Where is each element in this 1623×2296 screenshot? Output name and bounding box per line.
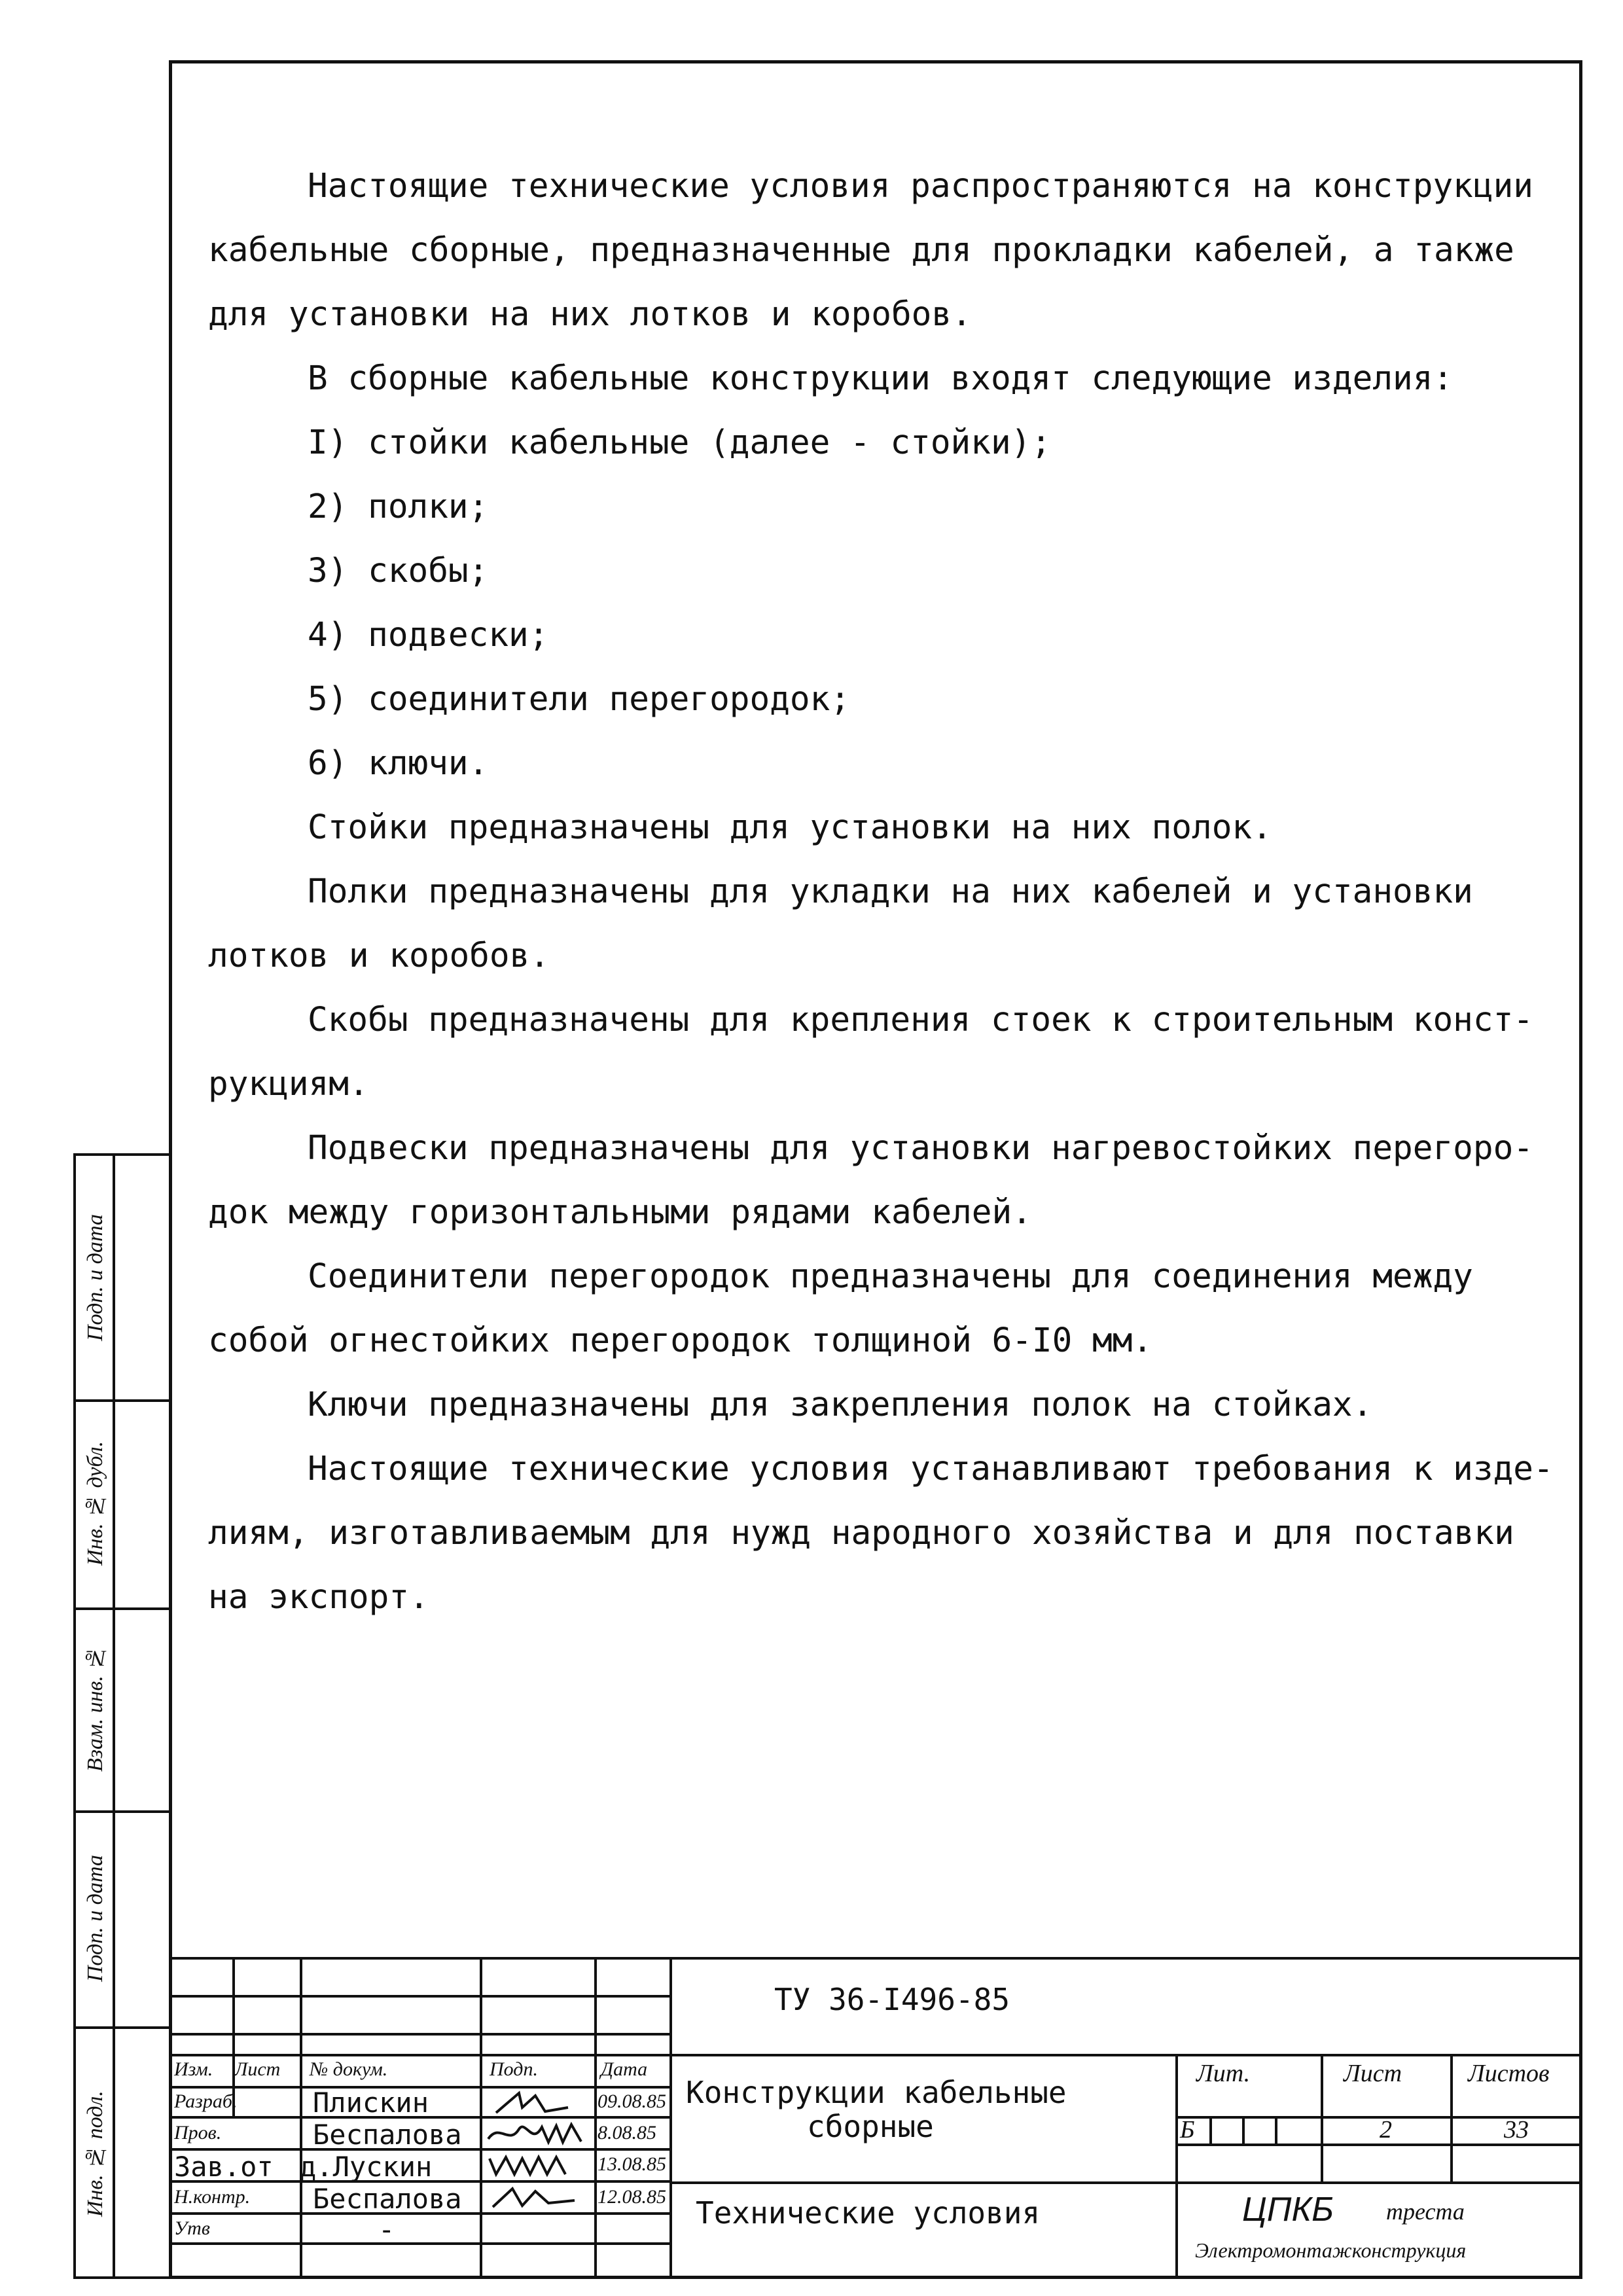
org-name: ЦПКБ [1242,2191,1334,2229]
text-line: Настоящие технические условия распространяются на конструкции [308,167,1533,206]
side-label: Подп. и дата [83,1214,107,1341]
date-razrab: 09.08.85 [597,2090,666,2112]
lit-header: Лит. [1196,2060,1251,2087]
list-item: 5) соединители перегородок; [308,680,851,719]
role-utv: Утв [174,2217,210,2239]
text-line: Стойки предназначены для установки на них полок. [308,808,1272,847]
signature-nkontr [483,2182,591,2212]
title-block [169,1957,1582,2279]
header-dokum: № докум. [310,2058,388,2080]
side-label: Взам. инв. № [83,1645,107,1772]
name-utv: - [378,2214,395,2246]
side-label: Инв. № дубл. [83,1441,107,1566]
signature-razrab [483,2088,591,2117]
date-prov: 8.08.85 [597,2122,656,2144]
text-line: лиям, изготавливаемым для нужд народного хозяйства и для поставки [208,1514,1514,1552]
name-nkontr: Беспалова [313,2183,462,2215]
role-zav: Зав.от [174,2151,274,2183]
name-razrab: Плискин [313,2087,429,2119]
sheets-value: 33 [1504,2116,1529,2144]
header-izm: Изм. [174,2058,213,2080]
doc-code: ТУ 36-I496-85 [774,1982,1010,2017]
header-list: Лист [234,2058,281,2080]
text-line: Настоящие технические условия устанавливают требования к изде- [308,1450,1554,1488]
text-line: док между горизонтальными рядами кабелей. [208,1193,1032,1232]
signature-zav [483,2151,591,2180]
role-razrab: Разраб. [174,2090,238,2112]
role-prov: Пров. [174,2122,222,2144]
date-nkontr: 12.08.85 [597,2186,666,2208]
side-strip [73,1153,169,2279]
text-line: Полки предназначены для укладки на них кабелей и установки [308,872,1473,911]
text-line: лотков и коробов. [208,937,550,975]
side-label: Инв. № подл. [83,2090,107,2217]
name-zav: д.Лускин [300,2151,433,2183]
role-nkontr: Н.контр. [174,2186,251,2208]
text-line: Ключи предназначены для закрепления полок на стойках. [308,1386,1373,1424]
text-line: на экспорт. [208,1578,429,1617]
text-line: собой огнестойких перегородок толщиной 6-I0 мм. [208,1321,1153,1360]
signature-prov [483,2119,591,2149]
product-title-line-1: Конструкции кабельные [686,2075,1067,2110]
text-line: Скобы предназначены для крепления стоек к строительным конст- [308,1001,1533,1039]
org-trust: Электромонтажконструкция [1195,2238,1467,2262]
name-prov: Беспалова [313,2119,462,2151]
side-label: Подп. и дата [83,1855,107,1982]
text-line: Подвески предназначены для установки нагревостойких перегоро- [308,1129,1533,1168]
header-podp: Подп. [490,2058,538,2080]
date-zav: 13.08.85 [597,2153,666,2175]
text-line: Соединители перегородок предназначены для соединения между [308,1257,1473,1296]
text-line: В сборные кабельные конструкции входят следующие изделия: [308,359,1454,398]
list-item: I) стойки кабельные (далее - стойки); [308,423,1052,462]
org-suffix: треста [1386,2198,1465,2225]
list-item: 3) скобы; [308,552,489,590]
list-item: 2) полки; [308,488,489,526]
sheets-header: Листов [1468,2060,1550,2087]
list-item: 4) подвески; [308,616,549,655]
sheet-header: Лист [1344,2060,1402,2087]
text-line: для установки на них лотков и коробов. [208,295,972,334]
lit-value: Б [1180,2116,1195,2144]
doc-subtitle: Технические условия [696,2195,1041,2231]
product-title-line-2: сборные [807,2109,934,2144]
sheet-value: 2 [1380,2116,1392,2144]
text-line: рукциям. [208,1065,369,1103]
header-data: Дата [601,2058,648,2080]
text-line: кабельные сборные, предназначенные для прокладки кабелей, а также [208,231,1514,270]
list-item: 6) ключи. [308,744,489,783]
